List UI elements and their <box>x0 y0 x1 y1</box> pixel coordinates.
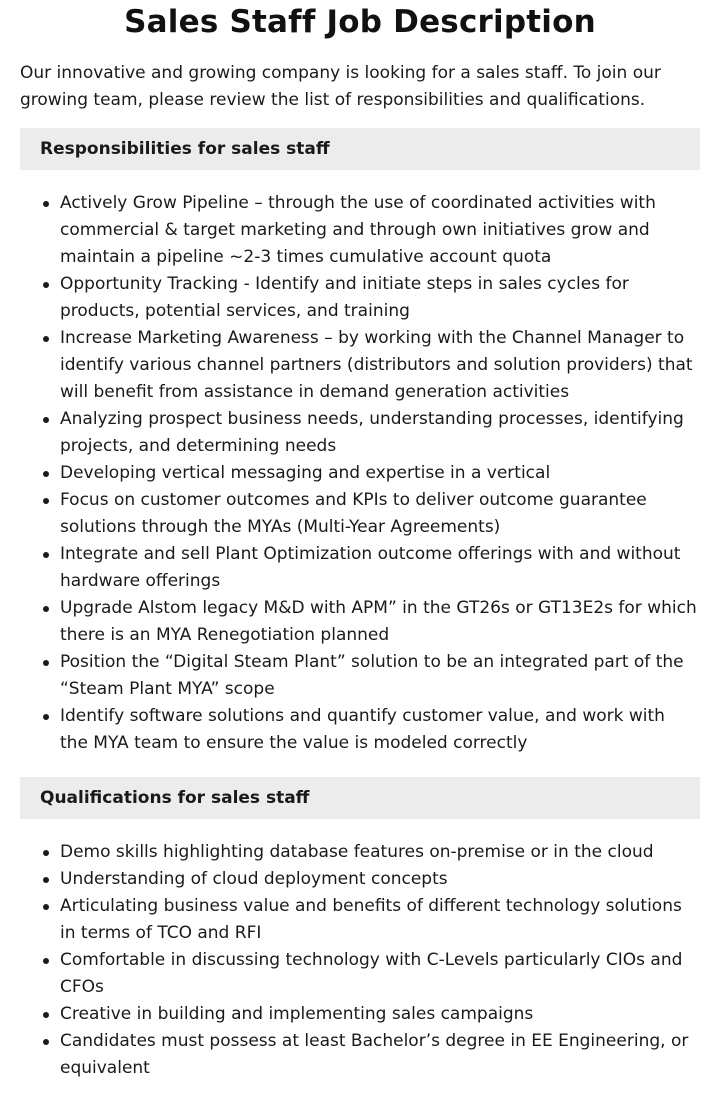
responsibility-item: Developing vertical messaging and expertise in a vertical <box>60 460 700 487</box>
qualification-item: Demo skills highlighting database features on-premise or in the cloud <box>60 839 700 866</box>
responsibility-item: Analyzing prospect business needs, understanding processes, identifying projects, and determining needs <box>60 406 700 460</box>
responsibility-item: Upgrade Alstom legacy M&D with APM” in the GT26s or GT13E2s for which there is an MYA Renegotiation planned <box>60 595 700 649</box>
qualification-item: Articulating business value and benefits of different technology solutions in terms of TCO and RFI <box>60 893 700 947</box>
responsibility-item: Integrate and sell Plant Optimization outcome offerings with and without hardware offerings <box>60 541 700 595</box>
qualification-item: Comfortable in discussing technology with C-Levels particularly CIOs and CFOs <box>60 947 700 1001</box>
qualifications-heading: Qualifications for sales staff <box>20 777 700 819</box>
responsibilities-list <box>20 190 700 757</box>
qualifications-section <box>20 777 700 1082</box>
intro-paragraph: Our innovative and growing company is looking for a sales staff. To join our growing team, please review the list of responsibilities and qualifications. <box>20 63 661 110</box>
responsibility-item: Opportunity Tracking - Identify and initiate steps in sales cycles for products, potential services, and training <box>60 271 700 325</box>
responsibility-item: Identify software solutions and quantify customer value, and work with the MYA team to ensure the value is modeled correctly <box>60 703 700 757</box>
responsibility-item: Increase Marketing Awareness – by working with the Channel Manager to identify various channel partners (distributors and solution providers) that will benefit from assistance in demand generation activities <box>60 325 700 406</box>
page-title: Sales Staff Job Description <box>124 4 596 40</box>
qualifications-list <box>20 839 700 1082</box>
qualification-item: Understanding of cloud deployment concepts <box>60 866 700 893</box>
responsibility-item: Focus on customer outcomes and KPIs to deliver outcome guarantee solutions through the MYAs (Multi-Year Agreements) <box>60 487 700 541</box>
responsibilities-section <box>20 128 700 757</box>
responsibility-item: Actively Grow Pipeline – through the use of coordinated activities with commercial & target marketing and through own initiatives grow and maintain a pipeline ~2-3 times cumulative account quota <box>60 190 700 271</box>
qualification-item: Candidates must possess at least Bachelor’s degree in EE Engineering, or equivalent <box>60 1028 700 1082</box>
responsibility-item: Position the “Digital Steam Plant” solution to be an integrated part of the “Steam Plant MYA” scope <box>60 649 700 703</box>
qualification-item: Creative in building and implementing sales campaigns <box>60 1001 700 1028</box>
responsibilities-heading: Responsibilities for sales staff <box>20 128 700 170</box>
